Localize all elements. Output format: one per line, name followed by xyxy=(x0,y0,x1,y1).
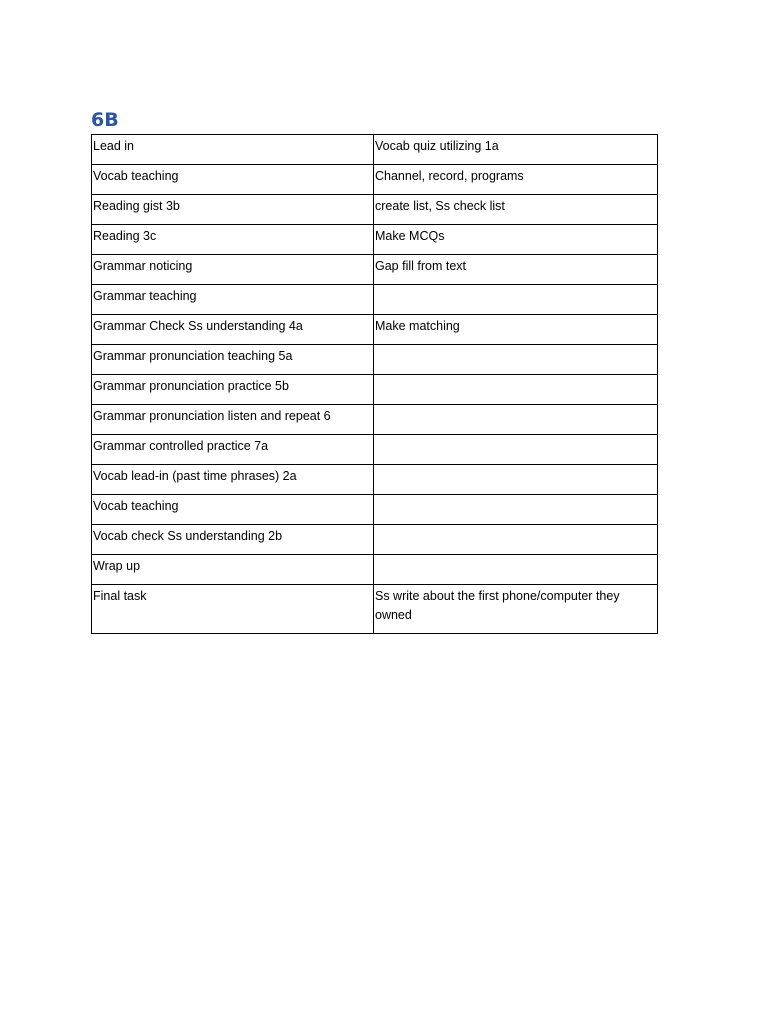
table-row xyxy=(92,165,658,195)
stage-cell: Wrap up xyxy=(92,555,374,585)
stage-cell: Grammar noticing xyxy=(92,255,374,285)
table-row xyxy=(92,435,658,465)
activity-cell: Make MCQs xyxy=(374,225,658,255)
table-row xyxy=(92,345,658,375)
table-row xyxy=(92,465,658,495)
stage-cell: Grammar Check Ss understanding 4a xyxy=(92,315,374,345)
table-row xyxy=(92,585,658,634)
stage-cell: Grammar pronunciation practice 5b xyxy=(92,375,374,405)
stage-cell: Grammar pronunciation teaching 5a xyxy=(92,345,374,375)
activity-cell xyxy=(374,525,658,555)
stage-cell: Grammar controlled practice 7a xyxy=(92,435,374,465)
stage-cell: Vocab teaching xyxy=(92,495,374,525)
activity-cell xyxy=(374,465,658,495)
activity-cell: Channel, record, programs xyxy=(374,165,658,195)
table-row xyxy=(92,195,658,225)
table-row xyxy=(92,225,658,255)
activity-cell xyxy=(374,435,658,465)
activity-cell xyxy=(374,405,658,435)
stage-cell: Final task xyxy=(92,585,374,634)
stage-cell: Vocab check Ss understanding 2b xyxy=(92,525,374,555)
section-heading: 6B xyxy=(91,109,119,131)
activity-cell xyxy=(374,285,658,315)
activity-cell: Gap fill from text xyxy=(374,255,658,285)
table-row xyxy=(92,285,658,315)
activity-cell xyxy=(374,555,658,585)
stage-cell: Vocab teaching xyxy=(92,165,374,195)
activity-cell xyxy=(374,495,658,525)
stage-cell: Vocab lead-in (past time phrases) 2a xyxy=(92,465,374,495)
activity-cell: Vocab quiz utilizing 1a xyxy=(374,135,658,165)
table-row xyxy=(92,405,658,435)
table-row xyxy=(92,135,658,165)
activity-cell: create list, Ss check list xyxy=(374,195,658,225)
table-row xyxy=(92,255,658,285)
stage-cell: Reading gist 3b xyxy=(92,195,374,225)
table-row xyxy=(92,555,658,585)
table-row xyxy=(92,375,658,405)
table-row xyxy=(92,495,658,525)
activity-cell xyxy=(374,375,658,405)
stage-cell: Reading 3c xyxy=(92,225,374,255)
table-row xyxy=(92,525,658,555)
lesson-plan-table xyxy=(91,134,658,634)
stage-cell: Grammar pronunciation listen and repeat 6 xyxy=(92,405,374,435)
document-page xyxy=(91,106,657,634)
stage-cell: Lead in xyxy=(92,135,374,165)
activity-cell: Ss write about the first phone/computer they owned xyxy=(374,585,658,634)
activity-cell: Make matching xyxy=(374,315,658,345)
stage-cell: Grammar teaching xyxy=(92,285,374,315)
table-row xyxy=(92,315,658,345)
activity-cell xyxy=(374,345,658,375)
